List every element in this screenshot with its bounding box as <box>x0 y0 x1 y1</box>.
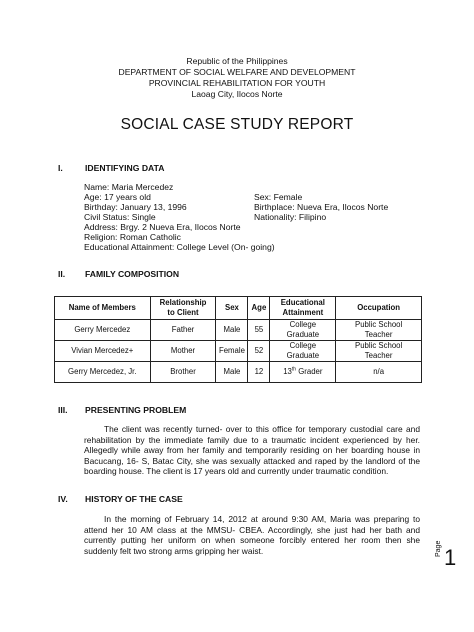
table-row <box>55 341 422 362</box>
field-address: Address: Brgy. 2 Nueva Era, Ilocos Norte <box>84 222 241 232</box>
member-sex: Male <box>216 362 248 383</box>
section-number: II. <box>58 269 66 279</box>
column-header-name: Name of Members <box>55 297 151 320</box>
header-location: Laoag City, Ilocos Norte <box>191 89 283 99</box>
page-number-value: 1 <box>444 545 457 570</box>
page-word: Page <box>435 540 442 557</box>
field-age: Age: 17 years old <box>84 192 151 202</box>
history-paragraph: In the morning of February 14, 2012 at around 9:30 AM, Maria was preparing to attend her 10 AM class at the MMSU- CBEA. Accordingly, she just had her bath and currently putting her uniform on when someone forcibly entered her room then she suddenly felt two strong arms gripping her waist. <box>84 514 420 556</box>
family-composition-table <box>54 296 422 383</box>
column-header-occupation: Occupation <box>336 297 422 320</box>
member-name: Vivian Mercedez+ <box>55 341 151 362</box>
field-sex: Sex: Female <box>254 192 303 202</box>
column-header-education: Educational Attainment <box>270 297 336 320</box>
member-relationship: Mother <box>150 341 216 362</box>
field-nationality: Nationality: Filipino <box>254 212 327 222</box>
table-row <box>55 320 422 341</box>
presenting-problem-paragraph: The client was recently turned- over to this office for temporary custodial care and rehabilitation by the immediate family due to a traumatic incident experienced by her. Allegedly while away from her family and temporarily residing on her boarding house in Bacucang, 16- S, Batac City, she was sexually attacked and raped by the landlord of the boarding house. The client is 17 years old and currently under traumatic condition. <box>84 424 420 476</box>
section-identifying-data <box>58 163 164 173</box>
member-name: Gerry Mercedez, Jr. <box>55 362 151 383</box>
header-office: PROVINCIAL REHABILITATION FOR YOUTH <box>148 78 326 88</box>
member-sex: Female <box>216 341 248 362</box>
member-sex: Male <box>216 320 248 341</box>
section-label: HISTORY OF THE CASE <box>85 494 183 504</box>
member-age: 52 <box>248 341 270 362</box>
member-education: College Graduate <box>270 341 336 362</box>
field-civil-status: Civil Status: Single <box>84 212 156 222</box>
section-presenting-problem <box>58 405 186 415</box>
table-row <box>55 362 422 383</box>
column-header-age: Age <box>248 297 270 320</box>
member-age: 12 <box>248 362 270 383</box>
page-number <box>435 540 457 571</box>
field-name: Name: Maria Mercedez <box>84 182 174 192</box>
table-header-row <box>55 297 422 320</box>
header-department: DEPARTMENT OF SOCIAL WELFARE AND DEVELOPMENT <box>118 67 356 77</box>
member-relationship: Brother <box>150 362 216 383</box>
section-label: FAMILY COMPOSITION <box>85 269 180 279</box>
header-republic: Republic of the Philippines <box>186 56 288 66</box>
section-number: III. <box>58 405 68 415</box>
member-occupation: n/a <box>336 362 422 383</box>
field-education: Educational Attainment: College Level (On- going) <box>84 242 275 252</box>
section-label: IDENTIFYING DATA <box>85 163 165 173</box>
member-occupation: Public School Teacher <box>336 320 422 341</box>
field-religion: Religion: Roman Catholic <box>84 232 181 242</box>
member-education: College Graduate <box>270 320 336 341</box>
field-birthday: Birthday: January 13, 1996 <box>84 202 187 212</box>
report-title: SOCIAL CASE STUDY REPORT <box>120 116 354 133</box>
column-header-relationship: Relationship to Client <box>150 297 216 320</box>
member-age: 55 <box>248 320 270 341</box>
section-number: IV. <box>58 494 68 504</box>
section-number: I. <box>58 163 63 173</box>
field-birthplace: Birthplace: Nueva Era, Ilocos Norte <box>254 202 389 212</box>
section-family-composition <box>58 269 179 279</box>
member-name: Gerry Mercedez <box>55 320 151 341</box>
member-occupation: Public School Teacher <box>336 341 422 362</box>
member-education: 13th Grader <box>270 362 336 383</box>
section-label: PRESENTING PROBLEM <box>85 405 187 415</box>
member-relationship: Father <box>150 320 216 341</box>
section-history-of-case <box>58 494 183 504</box>
column-header-sex: Sex <box>216 297 248 320</box>
